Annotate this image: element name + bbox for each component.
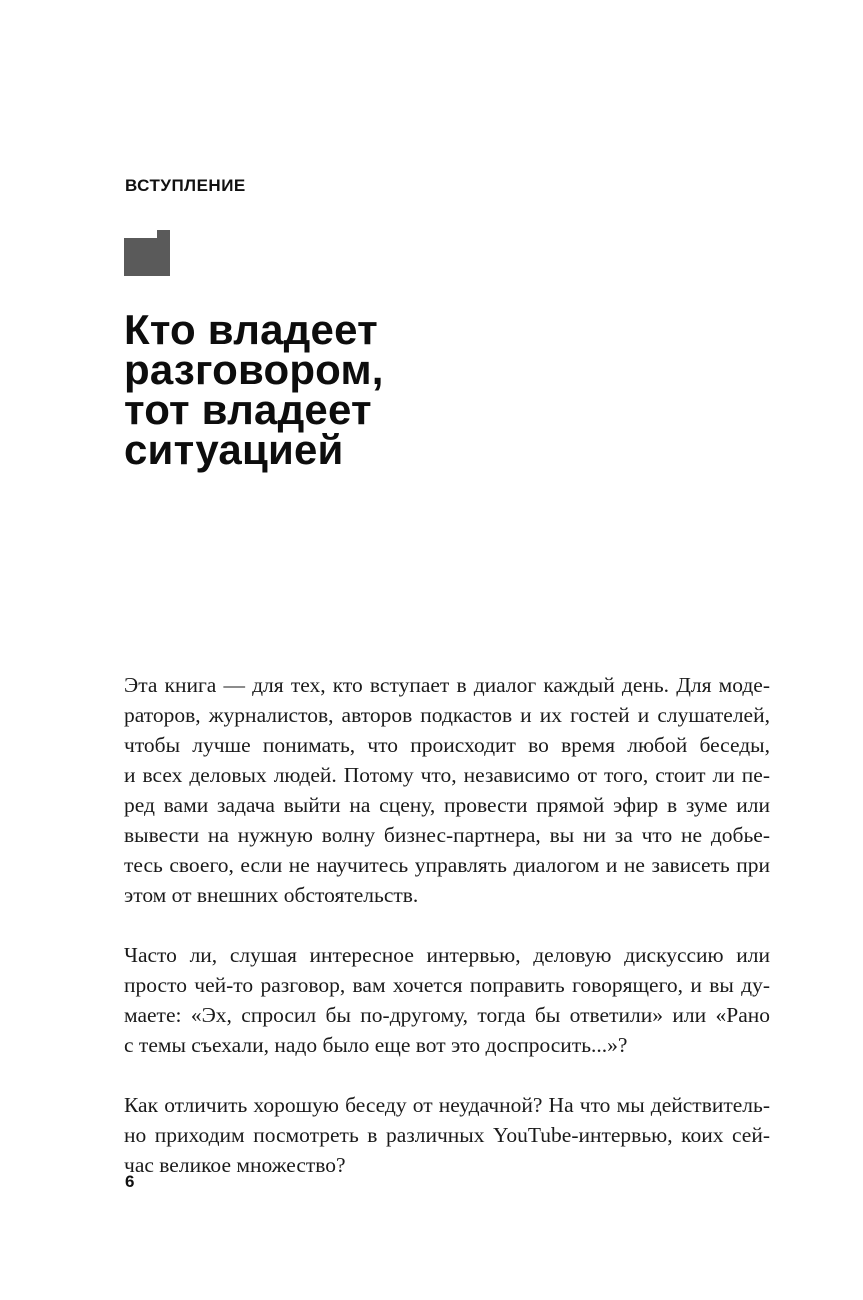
text-line: маете: «Эх, спросил бы по-другому, тогда бы ответили» или «Рано — [124, 1003, 770, 1027]
chapter-title — [124, 306, 384, 473]
text-line: чтобы лучше понимать, что происходит во время любой беседы, — [124, 733, 770, 757]
text-line: час великое множество? — [124, 1153, 346, 1177]
text-line: Как отличить хорошую беседу от неудачной? На что мы действитель- — [124, 1093, 770, 1117]
text-line: раторов, журналистов, авторов подкастов и их гостей и слушателей, — [124, 703, 770, 727]
paragraph-1 — [124, 670, 770, 910]
paragraph-2 — [124, 940, 770, 1060]
text-line: но приходим посмотреть в различных YouTube-интервью, коих сей- — [124, 1123, 770, 1147]
text-line: и всех деловых людей. Потому что, независимо от того, стоит ли пе- — [124, 763, 770, 787]
text-line: ред вами задача выйти на сцену, провести прямой эфир в зуме или — [124, 793, 770, 817]
text-line: тесь своего, если не научитесь управлять диалогом и не зависеть при — [124, 853, 770, 877]
paragraph-3 — [124, 1090, 770, 1180]
chapter-title-line: ситуацией — [124, 426, 344, 473]
text-line: вывести на нужную волну бизнес-партнера, вы ни за что не добье- — [124, 823, 770, 847]
page-number: 6 — [125, 1172, 135, 1191]
chapter-title-line: разговором, — [124, 346, 384, 393]
square-step-icon — [124, 230, 170, 276]
section-label: ВСТУПЛЕНИЕ — [125, 176, 246, 195]
chapter-title-line: Кто владеет — [124, 306, 378, 353]
body-text — [124, 670, 770, 1210]
text-line: Эта книга — для тех, кто вступает в диалог каждый день. Для моде- — [124, 673, 770, 697]
chapter-title-line: тот владеет — [124, 386, 372, 433]
text-line: Часто ли, слушая интересное интервью, деловую дискуссию или — [124, 943, 770, 967]
text-line: этом от внешних обстоятельств. — [124, 883, 419, 907]
text-line: просто чей-то разговор, вам хочется поправить говорящего, и вы ду- — [124, 973, 770, 997]
text-line: с темы съехали, надо было еще вот это доспросить...»? — [124, 1033, 628, 1057]
